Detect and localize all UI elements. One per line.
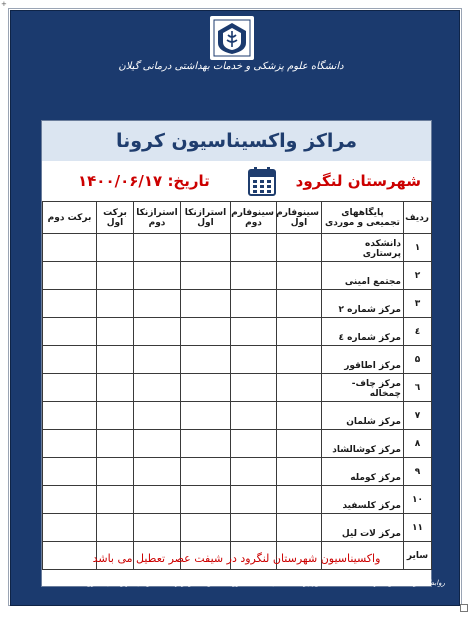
table-row <box>43 318 432 346</box>
table-cell <box>134 374 181 402</box>
table-cell <box>134 290 181 318</box>
closure-note: واکسیناسیون شهرستان لنگرود در شیفت عصر تعطیل می باشد <box>92 552 381 565</box>
calendar-icon <box>248 166 276 196</box>
table-cell <box>231 514 277 542</box>
table-cell <box>134 318 181 346</box>
table-row <box>43 402 432 430</box>
table-cell <box>231 318 277 346</box>
table-row <box>43 458 432 486</box>
table-row <box>43 346 432 374</box>
table-cell <box>43 430 97 458</box>
row-index: ۳ <box>404 290 432 318</box>
table-cell <box>231 486 277 514</box>
table-cell <box>181 458 231 486</box>
table-cell <box>43 346 97 374</box>
poster-sheet <box>10 10 460 606</box>
table-cell <box>97 486 134 514</box>
table-cell <box>134 262 181 290</box>
table-row <box>43 514 432 542</box>
table-cell <box>43 458 97 486</box>
col-header: سینوفارم اول <box>277 202 322 234</box>
table-cell <box>231 430 277 458</box>
corner-marker: + <box>1 0 7 8</box>
table-cell <box>231 290 277 318</box>
date-block <box>78 172 210 190</box>
table-cell <box>231 346 277 374</box>
table-cell <box>277 430 322 458</box>
center-name: مرکز کلسفید <box>322 486 404 514</box>
table-cell <box>97 402 134 430</box>
col-header: سینوفارم دوم <box>231 202 277 234</box>
table-cell <box>277 234 322 262</box>
date-label: تاریخ: <box>167 172 210 190</box>
table-cell <box>43 318 97 346</box>
table-cell <box>181 514 231 542</box>
table-row <box>43 486 432 514</box>
center-name: مرکز لات لیل <box>322 514 404 542</box>
table-cell <box>277 262 322 290</box>
table-row <box>43 234 432 262</box>
table-cell <box>43 514 97 542</box>
table-cell <box>277 346 322 374</box>
table-row <box>43 430 432 458</box>
table-cell <box>181 262 231 290</box>
row-index: ۱۱ <box>404 514 432 542</box>
table-cell <box>97 290 134 318</box>
table-cell <box>97 262 134 290</box>
row-index: ۸ <box>404 430 432 458</box>
col-header: ردیف <box>404 202 432 234</box>
table-cell <box>134 346 181 374</box>
title-band <box>42 121 431 161</box>
table-cell <box>231 262 277 290</box>
table-cell <box>277 318 322 346</box>
center-name: مرکز چاف-چمخاله <box>322 374 404 402</box>
table-cell <box>277 374 322 402</box>
table-cell <box>134 430 181 458</box>
table-cell <box>43 234 97 262</box>
table-cell <box>97 374 134 402</box>
table-cell <box>97 346 134 374</box>
university-logo-icon <box>210 16 254 60</box>
row-index: ۱ <box>404 234 432 262</box>
row-index: ۵ <box>404 346 432 374</box>
footer-credit-right: روابط عمومی معاونت بهداشتی دانشگاه علوم پزشکی گیلان <box>271 579 445 587</box>
table-cell <box>231 374 277 402</box>
table-cell <box>97 318 134 346</box>
table-cell <box>97 430 134 458</box>
table-row <box>43 290 432 318</box>
table-cell <box>181 402 231 430</box>
table-cell <box>181 290 231 318</box>
vaccination-panel <box>41 120 432 587</box>
table-cell <box>134 402 181 430</box>
table-cell <box>97 514 134 542</box>
col-header: استرازنکا اول <box>181 202 231 234</box>
col-header: برکت دوم <box>43 202 97 234</box>
row-index: ٤ <box>404 318 432 346</box>
table-cell <box>134 234 181 262</box>
table-header-row <box>43 202 432 234</box>
table-cell <box>277 402 322 430</box>
row-index: ۱۰ <box>404 486 432 514</box>
footer-credit-left: روابط عمومی مرکز بهداشت درمان شهرستان لنگرود <box>85 579 240 587</box>
table-cell <box>277 290 322 318</box>
table-cell <box>181 318 231 346</box>
center-name: مرکز کومله <box>322 458 404 486</box>
table-cell <box>181 346 231 374</box>
row-index: ۲ <box>404 262 432 290</box>
center-name: مرکز کوشالشاد <box>322 430 404 458</box>
row-index: ۷ <box>404 402 432 430</box>
table-cell <box>97 234 134 262</box>
col-header: استرازنکا دوم <box>134 202 181 234</box>
date-value: ۱۴۰۰/۰۶/۱۷ <box>78 172 163 190</box>
table-cell <box>231 402 277 430</box>
table-cell <box>134 514 181 542</box>
university-name: دانشگاه علوم پزشکی و خدمات بهداشتی درمانی گیلان <box>118 61 344 72</box>
centers-table <box>42 201 432 570</box>
center-name: مجتمع امینی <box>322 262 404 290</box>
county-name: شهرستان لنگرود <box>295 172 421 190</box>
table-cell <box>231 458 277 486</box>
col-header: پایگاههای تجمیعی و موردی <box>322 202 404 234</box>
table-cell <box>231 234 277 262</box>
center-name: مرکز شماره ۲ <box>322 290 404 318</box>
row-index: ٦ <box>404 374 432 402</box>
col-header: برکت اول <box>97 202 134 234</box>
center-name: دانشکده پرستاری <box>322 234 404 262</box>
table-cell <box>277 458 322 486</box>
table-row <box>43 374 432 402</box>
row-index: سایر <box>404 542 432 570</box>
table-cell <box>43 374 97 402</box>
table-cell <box>181 486 231 514</box>
center-name: مرکز شلمان <box>322 402 404 430</box>
document-page <box>8 8 462 606</box>
page-title: مراکز واکسیناسیون کرونا <box>115 130 358 152</box>
table-cell <box>97 458 134 486</box>
table-cell <box>181 430 231 458</box>
table-cell <box>134 486 181 514</box>
table-cell <box>277 486 322 514</box>
center-name: مرکز اطاقور <box>322 346 404 374</box>
table-cell <box>181 234 231 262</box>
table-cell <box>43 402 97 430</box>
table-cell <box>134 458 181 486</box>
table-cell <box>43 262 97 290</box>
info-row <box>42 161 431 201</box>
table-cell <box>43 486 97 514</box>
table-cell <box>43 290 97 318</box>
center-name: مرکز شماره ٤ <box>322 318 404 346</box>
row-index: ۹ <box>404 458 432 486</box>
table-row <box>43 262 432 290</box>
table-cell <box>181 374 231 402</box>
page-corner-handle <box>460 604 468 612</box>
table-cell <box>277 514 322 542</box>
